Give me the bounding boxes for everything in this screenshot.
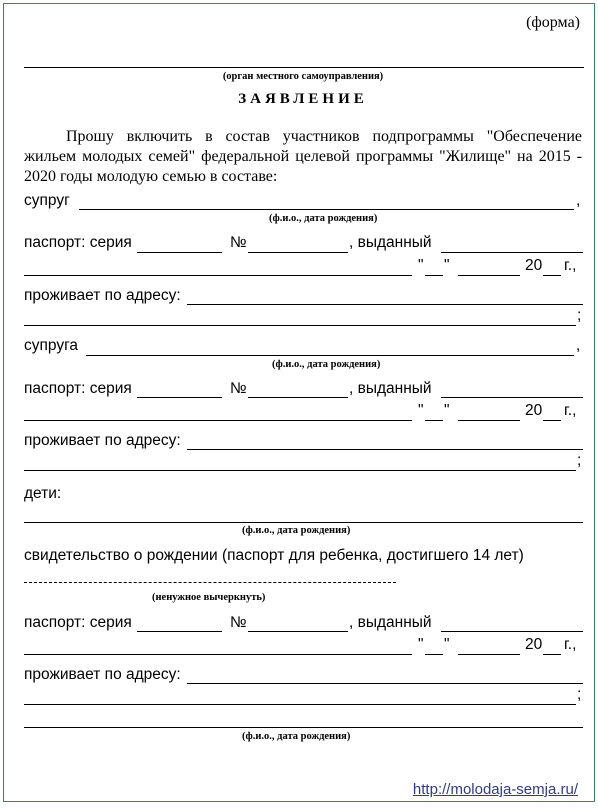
spouse-female-year-field[interactable] [543, 420, 561, 421]
form-page [3, 3, 595, 802]
spouse-male-address-end: ; [577, 307, 582, 324]
spouse-male-series-field[interactable] [137, 252, 222, 253]
spouse-female-series-field[interactable] [137, 397, 222, 398]
children-year-field[interactable] [543, 654, 561, 655]
strike-dashed-line [24, 582, 396, 583]
spouse-male-passport-label: паспорт: серия [24, 234, 132, 251]
spouse-male-caption: (ф.и.о., дата рождения) [269, 213, 378, 224]
children-address-end: ; [577, 686, 582, 703]
children-quote-close: " [444, 636, 450, 653]
children-issued-field[interactable] [441, 631, 583, 632]
spouse-male-number-label: № [230, 234, 247, 251]
spouse-female-passport-label: паспорт: серия [24, 380, 132, 397]
spouse-male-month-field[interactable] [458, 275, 520, 276]
children-caption: (ф.и.о., дата рождения) [242, 525, 351, 536]
intro-paragraph [24, 127, 582, 187]
spouse-male-label: супруг [24, 192, 70, 209]
spouse-male-issuer-field[interactable] [24, 275, 412, 276]
children-quote-open: " [418, 636, 424, 653]
spouse-male-issued-label: , выданный [349, 234, 432, 251]
children-number-label: № [230, 614, 247, 631]
spouse-female-year-suffix: г., [564, 402, 577, 419]
spouse-female-label: супруга [24, 337, 79, 354]
spouse-male-day-field[interactable] [425, 275, 443, 276]
spouse-male-number-field[interactable] [248, 252, 348, 253]
spouse-female-number-field[interactable] [248, 397, 348, 398]
spouse-female-caption: (ф.и.о., дата рождения) [272, 359, 381, 370]
authority-caption: (орган местного самоуправления) [222, 71, 384, 82]
children-name-field[interactable] [24, 522, 583, 523]
spouse-female-issued-field[interactable] [441, 397, 583, 398]
spouse-male-year-field[interactable] [543, 275, 561, 276]
spouse-female-month-field[interactable] [458, 420, 520, 421]
children-issuer-field[interactable] [24, 654, 412, 655]
spouse-male-quote-close: " [444, 257, 450, 274]
strike-caption: (ненужное вычеркнуть) [152, 592, 266, 603]
spouse-male-address-field[interactable] [187, 304, 583, 305]
children-day-field[interactable] [425, 654, 443, 655]
children-series-field[interactable] [137, 631, 222, 632]
spouse-female-number-label: № [230, 380, 247, 397]
children-passport-label: паспорт: серия [24, 614, 132, 631]
spouse-female-quote-close: " [444, 402, 450, 419]
spouse-male-end-mark: , [576, 192, 581, 209]
spouse-female-address-label: проживает по адресу: [24, 432, 181, 449]
spouse-female-name-field[interactable] [86, 355, 574, 356]
spouse-male-address-label: проживает по адресу: [24, 287, 181, 304]
spouse-male-name-field[interactable] [79, 209, 574, 210]
form-label: (форма) [526, 14, 580, 31]
spouse-female-address-field-2[interactable] [24, 470, 576, 471]
authority-line [24, 67, 584, 68]
spouse-female-year-label: 20 [525, 402, 543, 419]
spouse-female-issued-label: , выданный [349, 380, 432, 397]
children-month-field[interactable] [458, 654, 520, 655]
children-issued-label: , выданный [349, 614, 432, 631]
spouse-female-address-field[interactable] [187, 449, 583, 450]
spouse-male-address-field-2[interactable] [24, 325, 576, 326]
children-year-label: 20 [525, 636, 543, 653]
spouse-female-end-mark: , [576, 337, 581, 354]
children-address-field[interactable] [187, 683, 583, 684]
document-title: ЗАЯВЛЕНИЕ [238, 91, 368, 107]
children-label: дети: [24, 485, 62, 502]
spouse-female-issuer-field[interactable] [24, 420, 412, 421]
birth-certificate-text: свидетельство о рождении (паспорт для ребенка, достигшего 14 лет) [24, 547, 524, 564]
spouse-female-quote-open: " [418, 402, 424, 419]
spouse-female-address-end: ; [577, 452, 582, 469]
spouse-male-year-suffix: г., [564, 257, 577, 274]
intro-text: Прошу включить в состав участников подпрограммы "Обеспечение жильем молодых семей" федеральной целевой программы "Жилище" на 2015 - 2020 годы молодую семью в составе: [24, 128, 582, 185]
spouse-male-quote-open: " [418, 257, 424, 274]
spouse-male-year-label: 20 [525, 257, 543, 274]
children-year-suffix: г., [564, 636, 577, 653]
children-address-label: проживает по адресу: [24, 666, 181, 683]
children-address-field-2[interactable] [24, 704, 576, 705]
footer-link[interactable]: http://molodaja-semja.ru/ [412, 781, 578, 798]
children-name-field-2[interactable] [24, 727, 583, 728]
spouse-female-day-field[interactable] [425, 420, 443, 421]
children-number-field[interactable] [248, 631, 348, 632]
spouse-male-issued-field[interactable] [441, 252, 583, 253]
children-caption-bottom: (ф.и.о., дата рождения) [242, 731, 351, 742]
